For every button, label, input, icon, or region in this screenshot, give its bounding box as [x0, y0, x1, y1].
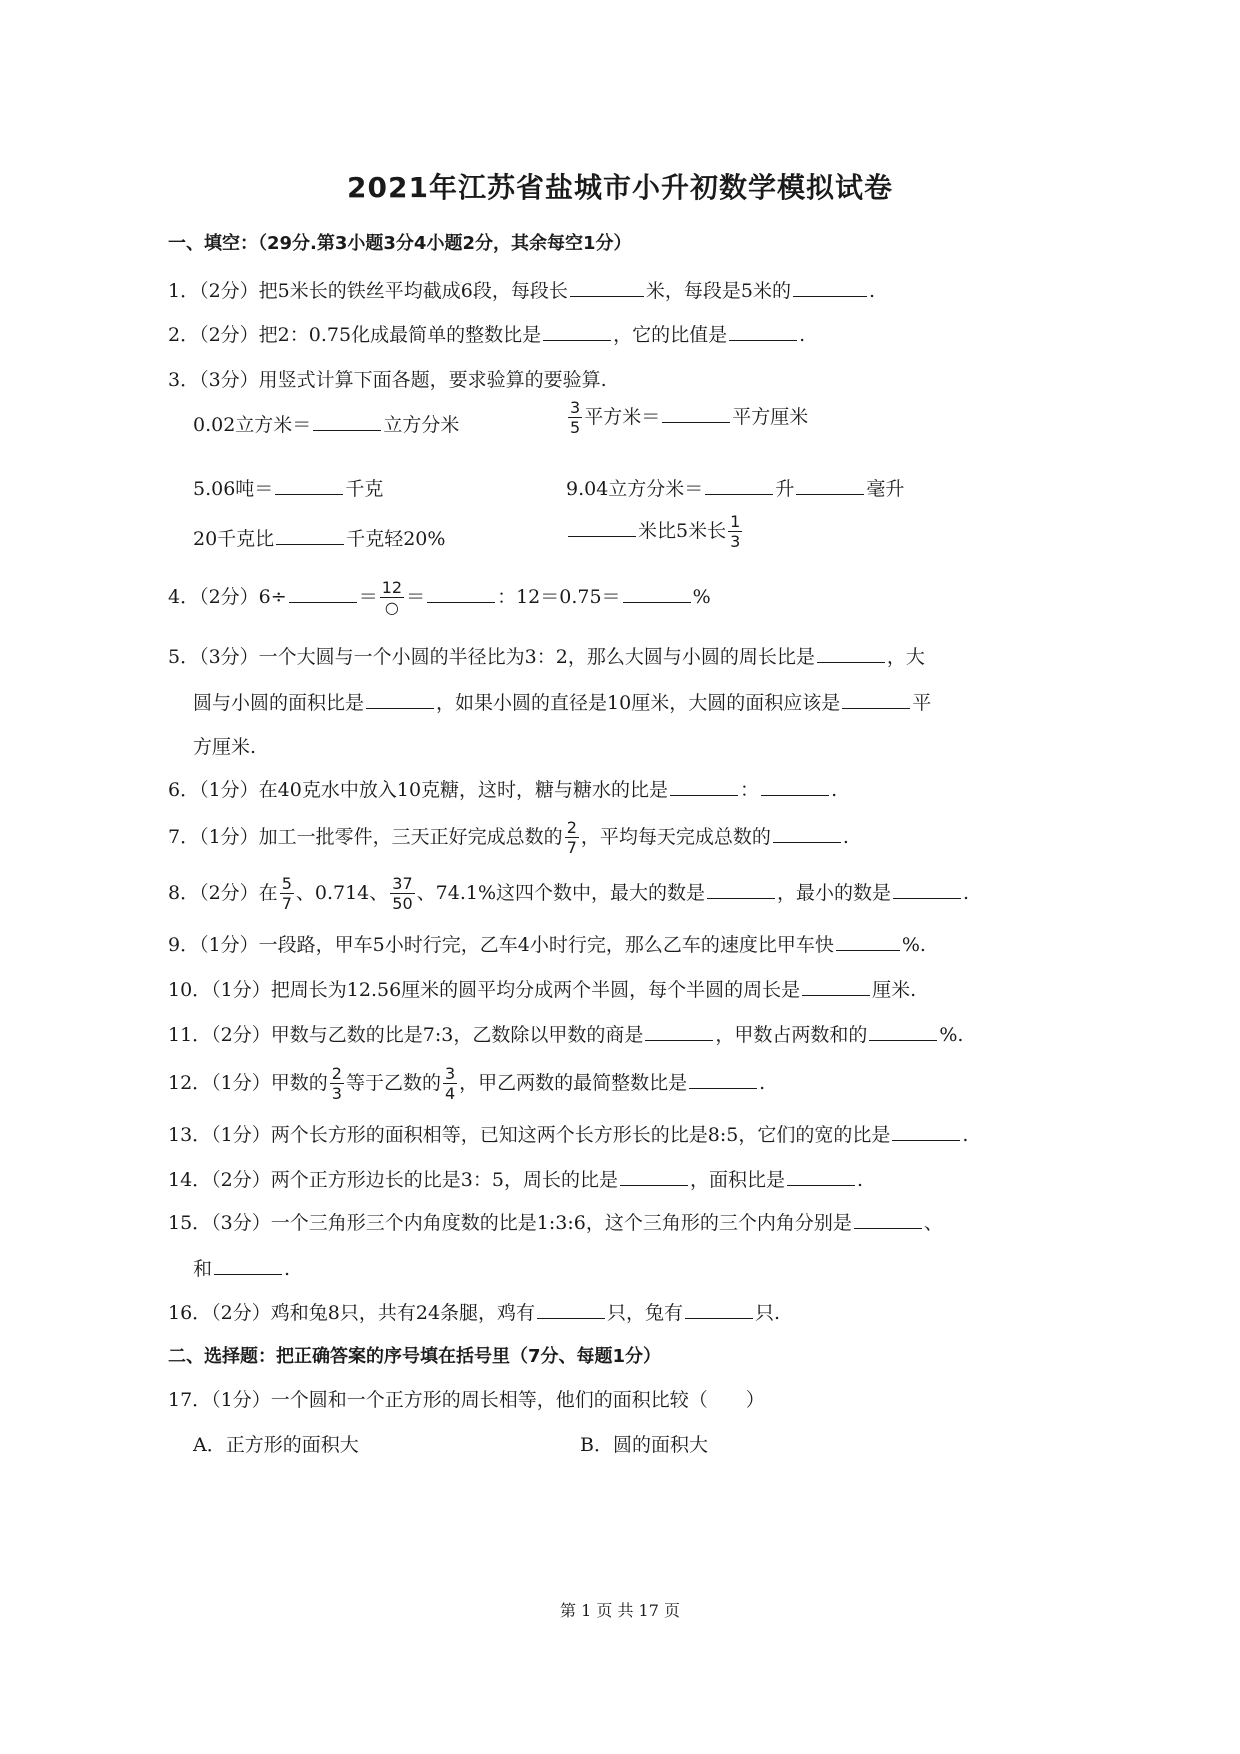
q16-text-b: 只，兔有: [607, 1302, 684, 1324]
q9-text-a: 9．（1分）一段路，甲车5小时行完，乙车4小时行完，那么乙车的速度比甲车快: [168, 934, 834, 956]
q5-text-e: 平: [912, 692, 932, 714]
fraction: $\frac{2}{7}$: [566, 818, 577, 857]
answer-blank[interactable]: [787, 1166, 855, 1186]
q3-r2l-a: 5.06吨＝: [193, 478, 274, 500]
q4-text-a: 4．（2分）6÷: [168, 586, 287, 608]
answer-blank[interactable]: [276, 525, 344, 545]
q14-text-a: 14．（2分）两个正方形边长的比是3：5，周长的比是: [168, 1169, 618, 1191]
q3-r1r-b: 平方厘米: [732, 406, 809, 428]
q3-r2r-b: 升: [775, 478, 795, 500]
q12-text-c: ，甲乙两数的最简整数比是: [459, 1072, 688, 1094]
answer-blank[interactable]: [366, 689, 434, 709]
answer-blank[interactable]: [214, 1255, 282, 1275]
answer-blank[interactable]: [707, 879, 775, 899]
q3-item-2: [566, 400, 808, 436]
q12-text-d: .: [759, 1072, 766, 1094]
answer-blank[interactable]: [773, 823, 841, 843]
q6-text-c: .: [831, 779, 838, 801]
answer-blank[interactable]: [761, 776, 829, 796]
q11-text-c: %.: [939, 1024, 964, 1046]
question-2: [168, 320, 805, 347]
answer-blank[interactable]: [427, 583, 495, 603]
q3-item-1: [193, 410, 459, 437]
q9-text-b: %.: [901, 934, 926, 956]
question-15-line-2: [193, 1254, 290, 1281]
q8-text-a: 8．（2分）在: [168, 882, 278, 904]
q13-text-a: 13．（1分）两个长方形的面积相等，已知这两个长方形长的比是8:5，它们的宽的比是: [168, 1124, 891, 1146]
answer-blank[interactable]: [662, 403, 730, 423]
answer-blank[interactable]: [802, 976, 870, 996]
q7-text-a: 7．（1分）加工一批零件，三天正好完成总数的: [168, 826, 563, 848]
answer-blank[interactable]: [313, 411, 381, 431]
question-13: [168, 1120, 968, 1147]
q14-text-b: ，面积比是: [689, 1169, 785, 1191]
answer-blank[interactable]: [705, 475, 773, 495]
question-11: [168, 1020, 963, 1047]
q3-r1l-a: 0.02立方米＝: [193, 414, 312, 436]
answer-blank[interactable]: [793, 277, 867, 297]
question-5-line-3: 方厘米.: [193, 736, 257, 758]
q15-text-a: 15．（3分）一个三角形三个内角度数的比是1:3:6，这个三角形的三个内角分别是: [168, 1212, 852, 1234]
q7-text-c: .: [842, 826, 849, 848]
q4-text-e: %: [692, 586, 711, 608]
q5-text-a: 5．（3分）一个大圆与一个小圆的半径比为3：2，那么大圆与小圆的周长比是: [168, 646, 815, 668]
q3-r2l-b: 千克: [345, 478, 384, 500]
fraction: $\frac{12}{○}$: [381, 578, 403, 617]
q17-option-b[interactable]: B．圆的面积大: [580, 1434, 708, 1456]
q3-item-3: [193, 474, 383, 501]
fraction: $\frac{37}{50}$: [392, 874, 413, 913]
question-16: [168, 1298, 780, 1325]
question-5-line-1: [168, 642, 925, 669]
q8-text-b: 、0.714、: [295, 882, 389, 904]
answer-blank[interactable]: [836, 931, 900, 951]
q8-text-d: ，最小的数是: [777, 882, 892, 904]
q8-text-e: .: [963, 882, 970, 904]
q1-text-b: 米，每段是5米的: [645, 280, 791, 302]
question-17: 17．（1分）一个圆和一个正方形的周长相等，他们的面积比较（ ）: [168, 1389, 765, 1411]
q1-text-a: 1．（2分）把5米长的铁丝平均截成6段，每段长: [168, 280, 568, 302]
question-10: [168, 975, 916, 1002]
q6-text-a: 6．（1分）在40克水中放入10克糖，这时，糖与糖水的比是: [168, 779, 669, 801]
section-heading-multiple-choice: 二、选择题：把正确答案的序号填在括号里（7分、每题1分）: [168, 1346, 662, 1367]
q3-r3l-a: 20千克比: [193, 528, 275, 550]
question-12: [168, 1066, 765, 1102]
answer-blank[interactable]: [570, 277, 644, 297]
q15-text-c: 和: [193, 1258, 213, 1280]
q3-r2r-c: 毫升: [866, 478, 905, 500]
q4-text-b: ＝: [358, 586, 378, 608]
question-9: [168, 930, 926, 957]
q3-item-6: [566, 514, 744, 550]
q16-text-c: 只.: [755, 1302, 781, 1324]
q3-r1r-a: 平方米＝: [584, 406, 661, 428]
q3-r2r-a: 9.04立方分米＝: [566, 478, 704, 500]
fraction: $\frac{5}{7}$: [281, 874, 292, 913]
answer-blank[interactable]: [893, 879, 961, 899]
page-title: 2021年江苏省盐城市小升初数学模拟试卷: [347, 171, 893, 204]
answer-blank[interactable]: [623, 583, 691, 603]
question-1: [168, 276, 875, 303]
answer-blank[interactable]: [289, 583, 357, 603]
q2-text-b: ，它的比值是: [613, 324, 728, 346]
q13-text-b: .: [962, 1124, 969, 1146]
question-14: [168, 1165, 863, 1192]
q5-text-b: ，大: [886, 646, 925, 668]
q3-r3r-a: 米比5米长: [638, 520, 727, 542]
fraction: $\frac{2}{3}$: [331, 1064, 342, 1103]
answer-blank[interactable]: [645, 1021, 713, 1041]
question-15-line-1: [168, 1208, 943, 1235]
answer-blank[interactable]: [537, 1299, 605, 1319]
section-heading-fill-in: 一、填空：（29分.第3小题3分4小题2分，其余每空1分）: [168, 233, 632, 254]
answer-blank[interactable]: [543, 321, 611, 341]
answer-blank[interactable]: [854, 1209, 922, 1229]
q10-text-a: 10．（1分）把周长为12.56厘米的圆平均分成两个半圆，每个半圆的周长是: [168, 979, 801, 1001]
question-7: [168, 820, 849, 856]
q11-text-a: 11．（2分）甲数与乙数的比是7:3，乙数除以甲数的商是: [168, 1024, 644, 1046]
q15-text-d: .: [284, 1258, 291, 1280]
answer-blank[interactable]: [892, 1121, 960, 1141]
question-8: [168, 876, 969, 912]
q3-r1l-b: 立方分米: [383, 414, 460, 436]
page-footer: 第 1 页 共 17 页: [560, 1601, 680, 1620]
answer-blank[interactable]: [729, 321, 797, 341]
q1-text-c: .: [868, 280, 875, 302]
q12-text-b: 等于乙数的: [345, 1072, 441, 1094]
q7-text-b: ，平均每天完成总数的: [580, 826, 771, 848]
q2-text-a: 2．（2分）把2：0.75化成最简单的整数比是: [168, 324, 542, 346]
q3-item-4: [566, 474, 904, 501]
answer-blank[interactable]: [568, 517, 636, 537]
answer-blank[interactable]: [842, 689, 910, 709]
q17-option-a[interactable]: A．正方形的面积大: [193, 1434, 359, 1456]
q12-text-a: 12．（1分）甲数的: [168, 1072, 328, 1094]
answer-blank[interactable]: [620, 1166, 688, 1186]
q4-text-c: ＝: [406, 586, 426, 608]
q5-text-c: 圆与小圆的面积比是: [193, 692, 365, 714]
question-6: [168, 775, 837, 802]
answer-blank[interactable]: [817, 643, 885, 663]
q3-item-5: [193, 524, 445, 551]
question-3: 3．（3分）用竖式计算下面各题，要求验算的要验算.: [168, 369, 607, 391]
fraction: $\frac{1}{3}$: [730, 512, 741, 551]
answer-blank[interactable]: [275, 475, 343, 495]
q6-text-b: ：: [740, 779, 760, 801]
answer-blank[interactable]: [670, 776, 738, 796]
q11-text-b: ，甲数占两数和的: [715, 1024, 868, 1046]
q14-text-c: .: [856, 1169, 864, 1191]
fraction: $\frac{3}{5}$: [570, 398, 581, 437]
question-5-line-2: [193, 688, 931, 715]
answer-blank[interactable]: [869, 1021, 937, 1041]
answer-blank[interactable]: [796, 475, 864, 495]
q5-text-d: ，如果小圆的直径是10厘米，大圆的面积应该是: [436, 692, 841, 714]
q3-r3l-b: 千克轻20%: [346, 528, 446, 550]
answer-blank[interactable]: [689, 1069, 757, 1089]
q8-text-c: 、74.1%这四个数中，最大的数是: [416, 882, 705, 904]
q4-text-d: ：12＝0.75＝: [497, 586, 621, 608]
q10-text-b: 厘米.: [872, 979, 917, 1001]
question-4: [168, 580, 711, 616]
fraction: $\frac{3}{4}$: [444, 1064, 456, 1103]
q16-text-a: 16．（2分）鸡和兔8只，共有24条腿，鸡有: [168, 1302, 536, 1324]
q2-text-c: .: [799, 324, 806, 346]
answer-blank[interactable]: [685, 1299, 753, 1319]
q15-text-b: 、: [923, 1212, 943, 1234]
